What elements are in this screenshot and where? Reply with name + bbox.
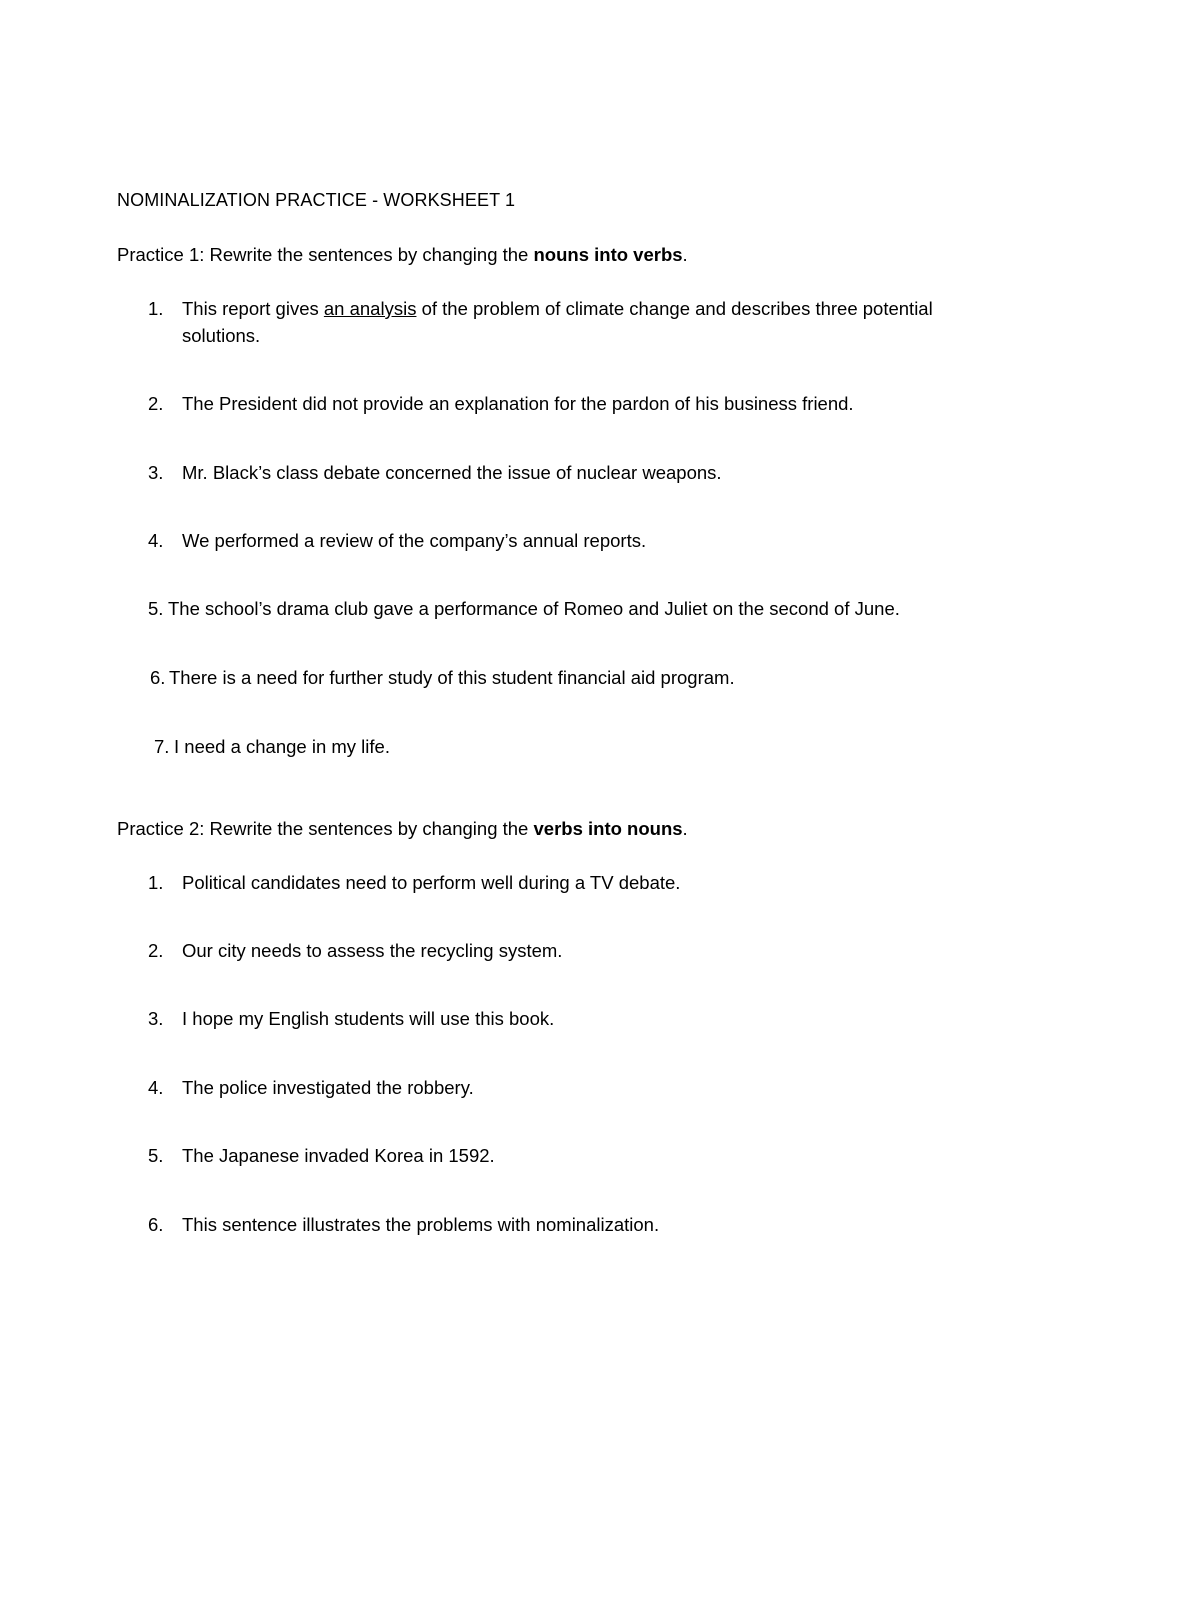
practice1-instructions (117, 244, 688, 266)
item-text: This sentence illustrates the problems with nominalization. (182, 1214, 660, 1235)
item-number: 4. (148, 1077, 164, 1098)
item-number: 5. (148, 598, 164, 619)
underlined-phrase: an analysis (323, 298, 417, 319)
item-text: The school’s drama club gave a performance of Romeo and Juliet on the second of June. (168, 598, 900, 619)
item-text: I need a change in my life. (174, 736, 390, 757)
practice1-prefix: Practice 1: Rewrite the sentences by changing the (117, 244, 534, 265)
item-text: There is a need for further study of this student financial aid program. (169, 667, 735, 688)
item-text-after: of the problem of climate change and describes three potential (416, 298, 933, 319)
item-number: 1. (148, 298, 164, 319)
item-number: 6. (148, 1214, 164, 1235)
item-text: The police investigated the robbery. (182, 1077, 474, 1098)
item-number: 3. (148, 1008, 164, 1029)
item-text: Our city needs to assess the recycling system. (182, 940, 563, 961)
item-number: 7. (154, 736, 170, 757)
item-number: 4. (148, 530, 164, 551)
item-number: 6. (150, 667, 166, 688)
item-text-line2: solutions. (182, 325, 261, 346)
item-number: 1. (148, 872, 164, 893)
item-number: 2. (148, 393, 164, 414)
item-number: 5. (148, 1145, 164, 1166)
practice2-suffix: . (682, 818, 688, 839)
item-text-before: This report gives (182, 298, 324, 319)
item-text: We performed a review of the company’s annual reports. (182, 530, 647, 551)
practice2-prefix: Practice 2: Rewrite the sentences by changing the (117, 818, 534, 839)
item-number: 2. (148, 940, 164, 961)
worksheet-title: NOMINALIZATION PRACTICE - WORKSHEET 1 (117, 190, 516, 210)
item-text: I hope my English students will use this book. (182, 1008, 555, 1029)
practice2-bold: verbs into nouns (533, 818, 683, 839)
practice1-suffix: . (682, 244, 688, 265)
item-text: The President did not provide an explanation for the pardon of his business friend. (182, 393, 854, 414)
practice1-bold: nouns into verbs (533, 244, 683, 265)
item-text: Mr. Black’s class debate concerned the issue of nuclear weapons. (182, 462, 722, 483)
item-text (182, 298, 933, 320)
practice2-instructions (117, 818, 688, 840)
item-text: The Japanese invaded Korea in 1592. (182, 1145, 495, 1166)
item-number: 3. (148, 462, 164, 483)
item-text: Political candidates need to perform well during a TV debate. (182, 872, 681, 893)
